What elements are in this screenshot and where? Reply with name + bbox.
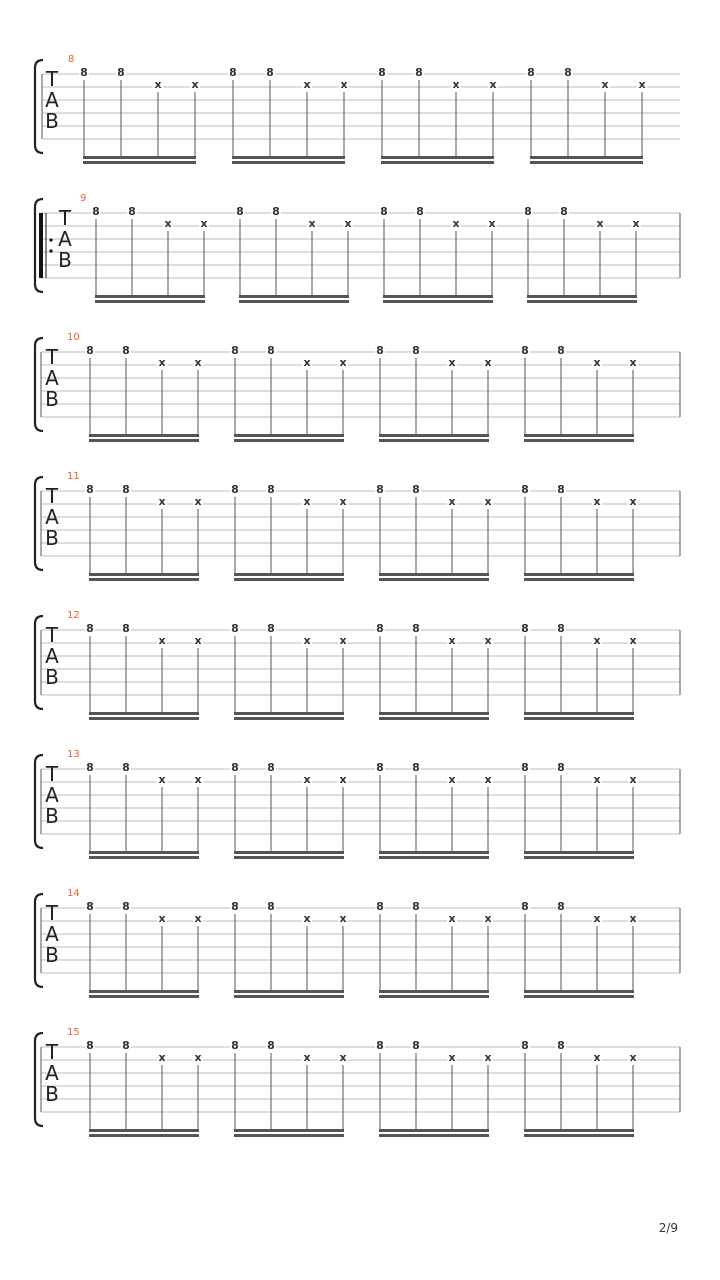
dead-note: x [339, 773, 347, 786]
dead-note: x [194, 773, 202, 786]
beam-primary [89, 712, 199, 715]
dead-note: x [629, 1051, 637, 1064]
dead-note: x [154, 78, 162, 91]
tab-clef-letter: T [45, 345, 59, 369]
fret-number: 8 [376, 344, 384, 357]
fret-number: 8 [564, 66, 572, 79]
fret-number: 8 [521, 344, 529, 357]
beam-secondary [89, 578, 199, 581]
beam-secondary [524, 439, 634, 442]
tab-clef-letter: B [45, 387, 59, 411]
tab-clef-letter: T [45, 901, 59, 925]
dead-note: x [158, 912, 166, 925]
tab-system [35, 332, 680, 442]
dead-note: x [484, 912, 492, 925]
dead-note: x [448, 634, 456, 647]
dead-note: x [593, 912, 601, 925]
dead-note: x [593, 634, 601, 647]
dead-note: x [339, 356, 347, 369]
tab-clef-letter: A [45, 366, 59, 390]
fret-number: 8 [412, 1039, 420, 1052]
dead-note: x [484, 773, 492, 786]
fret-number: 8 [229, 66, 237, 79]
dead-note: x [489, 78, 497, 91]
fret-number: 8 [267, 900, 275, 913]
fret-number: 8 [412, 483, 420, 496]
tab-system [35, 471, 680, 581]
dead-note: x [448, 1051, 456, 1064]
dead-note: x [448, 495, 456, 508]
fret-number: 8 [267, 483, 275, 496]
tab-system [35, 610, 680, 720]
measure-number: 9 [80, 193, 87, 204]
fret-number: 8 [122, 900, 130, 913]
fret-number: 8 [524, 205, 532, 218]
dead-note: x [629, 634, 637, 647]
fret-number: 8 [412, 344, 420, 357]
beam-secondary [524, 717, 634, 720]
dead-note: x [164, 217, 172, 230]
tab-system [35, 888, 680, 998]
beam-primary [381, 156, 494, 159]
fret-number: 8 [557, 1039, 565, 1052]
dead-note: x [339, 495, 347, 508]
beam-primary [379, 851, 489, 854]
beam-primary [89, 990, 199, 993]
fret-number: 8 [412, 900, 420, 913]
beam-secondary [379, 995, 489, 998]
fret-number: 8 [231, 483, 239, 496]
beam-secondary [379, 856, 489, 859]
beam-primary [89, 573, 199, 576]
dead-note: x [488, 217, 496, 230]
tab-clef-letter: A [45, 783, 59, 807]
fret-number: 8 [376, 483, 384, 496]
fret-number: 8 [521, 1039, 529, 1052]
beam-secondary [379, 439, 489, 442]
beam-secondary [89, 717, 199, 720]
fret-number: 8 [521, 900, 529, 913]
tab-system [35, 749, 680, 859]
measure-number: 12 [67, 610, 80, 621]
tab-clef-letter: T [45, 67, 59, 91]
dead-note: x [629, 773, 637, 786]
beam-primary [234, 712, 344, 715]
tab-clef-letter: B [45, 1082, 59, 1106]
tab-clef-letter: B [45, 943, 59, 967]
beam-primary [239, 295, 349, 298]
dead-note: x [340, 78, 348, 91]
beam-secondary [234, 1134, 344, 1137]
beam-primary [234, 851, 344, 854]
dead-note: x [158, 773, 166, 786]
fret-number: 8 [267, 1039, 275, 1052]
beam-primary [379, 712, 489, 715]
dead-note: x [194, 634, 202, 647]
beam-primary [379, 434, 489, 437]
beam-primary [234, 573, 344, 576]
fret-number: 8 [376, 900, 384, 913]
beam-primary [234, 990, 344, 993]
fret-number: 8 [521, 761, 529, 774]
beam-secondary [89, 439, 199, 442]
tab-clef-letter: T [45, 1040, 59, 1064]
dead-note: x [448, 912, 456, 925]
dead-note: x [158, 1051, 166, 1064]
fret-number: 8 [376, 761, 384, 774]
beam-primary [527, 295, 637, 298]
dead-note: x [339, 634, 347, 647]
dead-note: x [194, 912, 202, 925]
dead-note: x [484, 1051, 492, 1064]
dead-note: x [484, 495, 492, 508]
fret-number: 8 [122, 622, 130, 635]
beam-primary [383, 295, 493, 298]
beam-secondary [234, 995, 344, 998]
beam-primary [83, 156, 196, 159]
beam-secondary [89, 1134, 199, 1137]
beam-secondary [379, 578, 489, 581]
beam-secondary [89, 995, 199, 998]
repeat-dot [49, 249, 52, 252]
beam-primary [524, 434, 634, 437]
beam-primary [379, 573, 489, 576]
tab-clef-letter: B [45, 804, 59, 828]
tab-clef-letter: T [45, 762, 59, 786]
beam-secondary [232, 161, 345, 164]
fret-number: 8 [236, 205, 244, 218]
dead-note: x [194, 356, 202, 369]
dead-note: x [158, 634, 166, 647]
beam-primary [95, 295, 205, 298]
dead-note: x [303, 912, 311, 925]
fret-number: 8 [376, 622, 384, 635]
fret-number: 8 [521, 622, 529, 635]
measure-number: 14 [67, 888, 80, 899]
fret-number: 8 [560, 205, 568, 218]
dead-note: x [452, 217, 460, 230]
fret-number: 8 [86, 761, 94, 774]
beam-primary [232, 156, 345, 159]
tab-clef-letter: B [45, 665, 59, 689]
dead-note: x [448, 773, 456, 786]
fret-number: 8 [557, 344, 565, 357]
tab-system [35, 54, 680, 164]
fret-number: 8 [122, 761, 130, 774]
dead-note: x [452, 78, 460, 91]
beam-primary [234, 434, 344, 437]
tab-clef-letter: B [45, 109, 59, 133]
dead-note: x [200, 217, 208, 230]
fret-number: 8 [231, 761, 239, 774]
dead-note: x [194, 495, 202, 508]
beam-secondary [234, 439, 344, 442]
tab-clef-letter: A [45, 922, 59, 946]
dead-note: x [593, 356, 601, 369]
beam-secondary [524, 995, 634, 998]
dead-note: x [629, 495, 637, 508]
fret-number: 8 [86, 900, 94, 913]
beam-secondary [383, 300, 493, 303]
beam-secondary [524, 578, 634, 581]
fret-number: 8 [86, 483, 94, 496]
tab-clef-letter: T [58, 206, 72, 230]
tab-clef-letter: T [45, 623, 59, 647]
dead-note: x [629, 356, 637, 369]
fret-number: 8 [117, 66, 125, 79]
fret-number: 8 [557, 483, 565, 496]
fret-number: 8 [376, 1039, 384, 1052]
beam-secondary [83, 161, 196, 164]
beam-primary [524, 990, 634, 993]
beam-secondary [530, 161, 643, 164]
fret-number: 8 [272, 205, 280, 218]
fret-number: 8 [380, 205, 388, 218]
fret-number: 8 [521, 483, 529, 496]
fret-number: 8 [527, 66, 535, 79]
beam-primary [89, 1129, 199, 1132]
dead-note: x [303, 356, 311, 369]
dead-note: x [344, 217, 352, 230]
dead-note: x [303, 1051, 311, 1064]
beam-secondary [234, 717, 344, 720]
beam-secondary [524, 1134, 634, 1137]
beam-primary [524, 851, 634, 854]
beam-secondary [95, 300, 205, 303]
dead-note: x [303, 773, 311, 786]
fret-number: 8 [267, 622, 275, 635]
fret-number: 8 [267, 761, 275, 774]
beam-primary [89, 434, 199, 437]
dead-note: x [638, 78, 646, 91]
repeat-thick-bar [39, 213, 43, 278]
fret-number: 8 [122, 344, 130, 357]
fret-number: 8 [80, 66, 88, 79]
dead-note: x [593, 1051, 601, 1064]
beam-primary [234, 1129, 344, 1132]
dead-note: x [158, 356, 166, 369]
fret-number: 8 [266, 66, 274, 79]
fret-number: 8 [122, 1039, 130, 1052]
fret-number: 8 [231, 900, 239, 913]
beam-secondary [379, 717, 489, 720]
fret-number: 8 [557, 761, 565, 774]
beam-secondary [234, 578, 344, 581]
fret-number: 8 [267, 344, 275, 357]
measure-number: 10 [67, 332, 80, 343]
dead-note: x [484, 634, 492, 647]
beam-secondary [379, 1134, 489, 1137]
dead-note: x [632, 217, 640, 230]
fret-number: 8 [231, 622, 239, 635]
beam-primary [524, 712, 634, 715]
dead-note: x [593, 773, 601, 786]
fret-number: 8 [128, 205, 136, 218]
fret-number: 8 [415, 66, 423, 79]
fret-number: 8 [86, 344, 94, 357]
dead-note: x [629, 912, 637, 925]
dead-note: x [303, 634, 311, 647]
fret-number: 8 [378, 66, 386, 79]
dead-note: x [339, 1051, 347, 1064]
tab-clef-letter: B [58, 248, 72, 272]
beam-secondary [527, 300, 637, 303]
dead-note: x [191, 78, 199, 91]
beam-secondary [381, 161, 494, 164]
fret-number: 8 [416, 205, 424, 218]
fret-number: 8 [557, 900, 565, 913]
tab-clef-letter: A [45, 644, 59, 668]
dead-note: x [339, 912, 347, 925]
beam-primary [530, 156, 643, 159]
dead-note: x [158, 495, 166, 508]
fret-number: 8 [86, 622, 94, 635]
tab-clef-letter: A [45, 88, 59, 112]
beam-secondary [89, 856, 199, 859]
fret-number: 8 [122, 483, 130, 496]
tab-system [35, 193, 680, 303]
dead-note: x [484, 356, 492, 369]
fret-number: 8 [86, 1039, 94, 1052]
dead-note: x [303, 78, 311, 91]
beam-primary [524, 573, 634, 576]
dead-note: x [308, 217, 316, 230]
dead-note: x [303, 495, 311, 508]
tab-system [35, 1027, 680, 1137]
fret-number: 8 [231, 344, 239, 357]
fret-number: 8 [92, 205, 100, 218]
beam-secondary [524, 856, 634, 859]
repeat-dot [49, 238, 52, 241]
measure-number: 13 [67, 749, 80, 760]
fret-number: 8 [231, 1039, 239, 1052]
beam-primary [89, 851, 199, 854]
tab-clef-letter: A [45, 505, 59, 529]
beam-primary [379, 990, 489, 993]
tab-clef-letter: A [45, 1061, 59, 1085]
dead-note: x [448, 356, 456, 369]
beam-secondary [234, 856, 344, 859]
beam-secondary [239, 300, 349, 303]
dead-note: x [601, 78, 609, 91]
tab-clef-letter: T [45, 484, 59, 508]
dead-note: x [593, 495, 601, 508]
beam-primary [379, 1129, 489, 1132]
fret-number: 8 [412, 622, 420, 635]
fret-number: 8 [557, 622, 565, 635]
dead-note: x [194, 1051, 202, 1064]
tab-clef-letter: B [45, 526, 59, 550]
beam-primary [524, 1129, 634, 1132]
measure-number: 11 [67, 471, 80, 482]
fret-number: 8 [412, 761, 420, 774]
measure-number: 15 [67, 1027, 80, 1038]
tab-clef-letter: A [58, 227, 72, 251]
measure-number: 8 [68, 54, 75, 65]
page-number: 2/9 [658, 1221, 678, 1235]
dead-note: x [596, 217, 604, 230]
